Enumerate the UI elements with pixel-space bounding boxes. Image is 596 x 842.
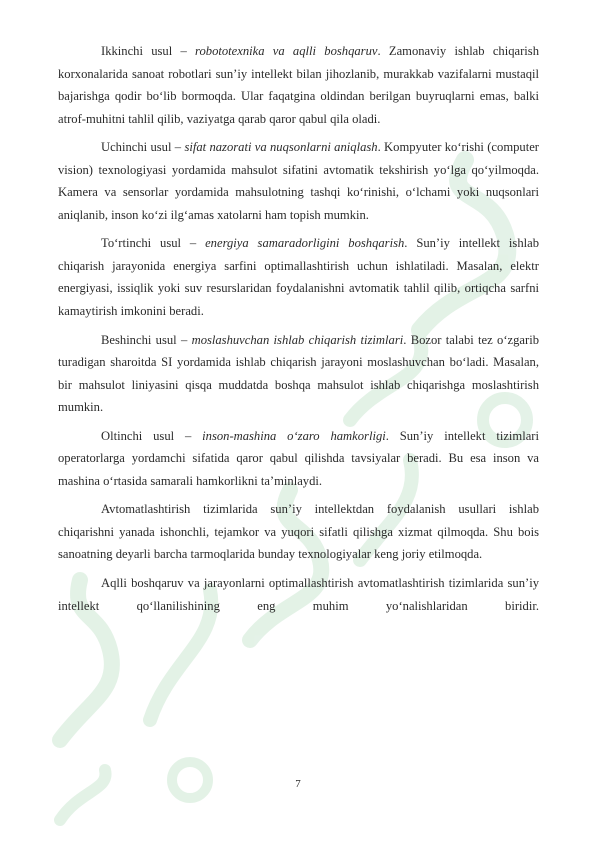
paragraph-method-4 [58,232,539,322]
paragraph-method-5 [58,329,539,419]
page-number: 7 [295,778,301,790]
paragraph-method-6 [58,425,539,493]
paragraph-lead: Oltinchi usul – [101,428,203,443]
paragraph-body: . Kompyuter ko‘rishi (computer vision) texnologiyasi yordamida mahsulot sifatini avtomatik tekshirish yo‘lga qo‘yilmoqda. Kamera va sensorlar yordamida mahsulotning tashqi ko‘rinishi, o‘lchami yoki nuqsonlari aniqlanib, inson ko‘zi ilg‘amas xatolarni ham topish mumkin. [58,140,539,222]
paragraph-method-3 [58,136,539,226]
paragraph-lead: Uchinchi usul – [101,140,185,155]
paragraph-emphasis: sifat nazorati va nuqsonlarni aniqlash [184,140,378,155]
paragraph-lead: Ikkinchi usul – [101,44,196,58]
paragraph-emphasis: inson-mashina o‘zaro hamkorligi [202,428,386,443]
paragraph-body: . Sun’iy intellekt ishlab chiqarish jarayonida energiya sarfini optimallashtirish uchun ishlatiladi. Masalan, elektr energiyasi, issiqlik yoki suv resurslaridan foydalanishni avtomatik tahlil qilib, ortiqcha sarfni kamaytirish imkonini beradi. [58,236,539,318]
paragraph-method-2 [58,40,539,130]
paragraph-body: . Bozor talabi tez o‘zgarib turadigan sharoitda SI yordamida ishlab chiqarish jarayoni moslashuvchan bo‘ladi. Masalan, bir mahsulot liniyasini qisqa muddatda boshqa mahsulot ishlab chiqarishga moslashtirish mumkin. [58,332,539,415]
paragraph-body: Aqlli boshqaruv va jarayonlarni optimallashtirish avtomatlashtirish tizimlarida sun’iy intellekt qo‘llanilishining eng muhim yo‘nalishlaridan biridir. [58,576,539,613]
body-text [58,40,539,623]
paragraph-lead: To‘rtinchi usul – [101,236,206,251]
paragraph-emphasis: energiya samaradorligini boshqarish [205,236,405,251]
paragraph-emphasis: moslashuvchan ishlab chiqarish tizimlari [191,332,404,347]
paragraph-summary [58,498,539,566]
paragraph-smart-control [58,572,539,617]
paragraph-lead: Beshinchi usul – [101,332,192,347]
paragraph-emphasis: robototexnika va aqlli boshqaruv [195,44,378,58]
paragraph-body: Avtomatlashtirish tizimlarida sun’iy intellektdan foydalanish usullari ishlab chiqarishni yanada ishonchli, tejamkor va yuqori sifatli qilishga xizmat qilmoqda. Shu bois sanoatning deyarli barcha tarmoqlarida bunday texnologiyalar keng joriy etilmoqda. [58,502,539,562]
paragraph-body: . Sun’iy intellekt tizimlari operatorlarga yordamchi sifatida qaror qabul qilishda tavsiyalar beradi. Bu esa inson va mashina o‘rtasida samarali hamkorlikni ta’minlaydi. [58,428,539,488]
paragraph-body: . Zamonaviy ishlab chiqarish korxonalarida sanoat robotlari sun’iy intellekt bilan jihozlanib, murakkab vazifalarni mustaqil bajarishga qodir bo‘lib bormoqda. Ular faqatgina oldindan berilgan buyruqlarni emas, balki atrof-muhitni tahlil qilib, vaziyatga qarab qaror qabul qila oladi. [58,44,539,126]
